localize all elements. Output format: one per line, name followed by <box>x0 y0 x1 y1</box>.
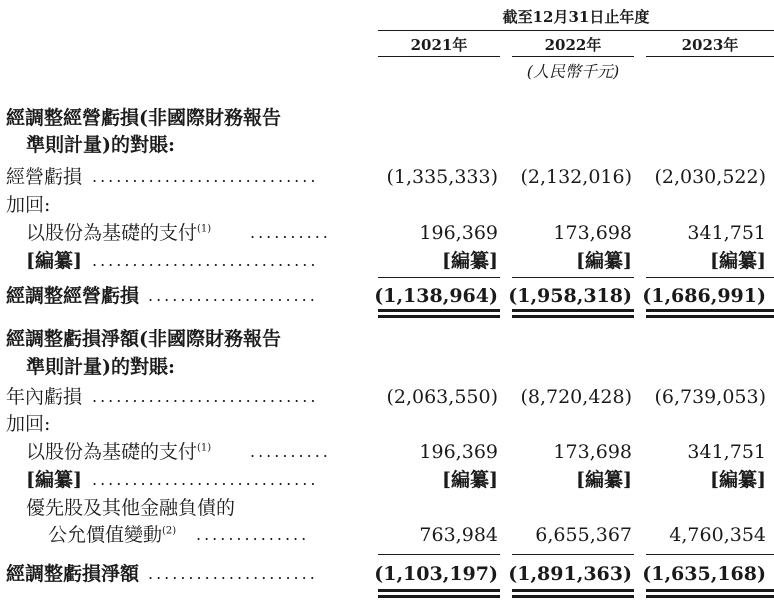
year-2021-underline <box>378 56 500 57</box>
leader-dots: ..................... <box>148 286 318 305</box>
redacted-2022: [編纂] <box>576 469 632 491</box>
redacted-2021: [編纂] <box>442 469 498 491</box>
note-ref: (1) <box>197 442 212 454</box>
loss-for-year-2021: (2,063,550) <box>386 386 498 408</box>
adjusted-net-loss-2022: (1,891,363) <box>508 563 632 585</box>
redacted-label: [編纂] <box>26 469 82 491</box>
year-2022-header: 2022年 <box>544 36 602 54</box>
adjusted-net-loss-label: 經調整虧損淨額 <box>6 563 140 585</box>
year-2022-underline <box>512 56 634 57</box>
section2-title-line1: 經調整虧損淨額(非國際財務報告 <box>6 328 281 350</box>
adjusted-operating-loss-2023: (1,686,991) <box>642 285 766 307</box>
operating-loss-2021: (1,335,333) <box>386 166 498 188</box>
period-header: 截至12月31日止年度 <box>502 8 650 26</box>
operating-loss-2023: (2,030,522) <box>654 166 766 188</box>
total-double-rule-2022 <box>512 309 634 318</box>
fair-value-label-line2 <box>48 523 176 547</box>
fair-value-2021: 763,984 <box>419 524 498 546</box>
add-back-label: 加回: <box>6 413 51 435</box>
leader-dots: ..................... <box>148 564 318 583</box>
operating-loss-label: 經營虧損 <box>6 166 83 188</box>
fair-value-text: 公允價值變動 <box>48 524 163 546</box>
leader-dots: .......... <box>250 442 331 461</box>
share-payment-2023: 341,751 <box>687 441 766 463</box>
share-payment-2022: 173,698 <box>553 441 632 463</box>
total-double-rule-2021 <box>378 309 500 318</box>
loss-for-year-2022: (8,720,428) <box>520 386 632 408</box>
share-payment-label <box>26 221 211 245</box>
section2-title-line2: 準則計量)的對賬: <box>26 356 176 378</box>
redacted-2023: [編纂] <box>710 469 766 491</box>
period-underline <box>378 30 774 31</box>
adjusted-net-loss-2021: (1,103,197) <box>374 563 498 585</box>
add-back-label: 加回: <box>6 194 51 216</box>
year-2023-underline <box>646 56 774 57</box>
year-2021-header: 2021年 <box>410 36 468 54</box>
total-double-rule-2023 <box>646 309 774 318</box>
adjusted-operating-loss-2021: (1,138,964) <box>374 285 498 307</box>
subtotal-rule-2021 <box>378 277 500 278</box>
unit-label: (人民幣千元) <box>526 62 620 81</box>
fair-value-2023: 4,760,354 <box>669 524 766 546</box>
subtotal-rule-2021 <box>378 554 500 555</box>
share-payment-text: 以股份為基礎的支付 <box>26 222 198 244</box>
subtotal-rule-2023 <box>646 277 774 278</box>
adjusted-operating-loss-2022: (1,958,318) <box>508 285 632 307</box>
fair-value-label-line1: 優先股及其他金融負債的 <box>26 497 236 519</box>
redacted-2023: [編纂] <box>710 250 766 272</box>
leader-dots: ............................ <box>92 167 319 186</box>
share-payment-2021: 196,369 <box>419 222 498 244</box>
subtotal-rule-2022 <box>512 277 634 278</box>
section1-title-line2: 準則計量)的對賬: <box>26 134 176 156</box>
adjusted-net-loss-2023: (1,635,168) <box>642 563 766 585</box>
subtotal-rule-2023 <box>646 554 774 555</box>
subtotal-rule-2022 <box>512 554 634 555</box>
leader-dots: ............................ <box>92 387 319 406</box>
share-payment-label <box>26 440 211 464</box>
loss-for-year-2023: (6,739,053) <box>654 386 766 408</box>
leader-dots: .............. <box>196 525 310 544</box>
total-double-rule-2022 <box>512 589 634 598</box>
note-ref: (1) <box>197 223 212 235</box>
adjusted-operating-loss-label: 經調整經營虧損 <box>6 285 140 307</box>
leader-dots: ............................ <box>92 470 319 489</box>
share-payment-text: 以股份為基礎的支付 <box>26 441 198 463</box>
operating-loss-2022: (2,132,016) <box>520 166 632 188</box>
share-payment-2022: 173,698 <box>553 222 632 244</box>
redacted-2022: [編纂] <box>576 250 632 272</box>
share-payment-2023: 341,751 <box>687 222 766 244</box>
section1-title-line1: 經調整經營虧損(非國際財務報告 <box>6 107 281 129</box>
redacted-label: [編纂] <box>26 250 82 272</box>
leader-dots: .......... <box>250 223 331 242</box>
year-2023-header: 2023年 <box>681 36 739 54</box>
redacted-2021: [編纂] <box>442 250 498 272</box>
total-double-rule-2023 <box>646 589 774 598</box>
note-ref: (2) <box>162 525 177 537</box>
fair-value-2022: 6,655,367 <box>535 524 632 546</box>
leader-dots: ............................ <box>92 251 319 270</box>
total-double-rule-2021 <box>378 589 500 598</box>
share-payment-2021: 196,369 <box>419 441 498 463</box>
loss-for-year-label: 年內虧損 <box>6 386 83 408</box>
